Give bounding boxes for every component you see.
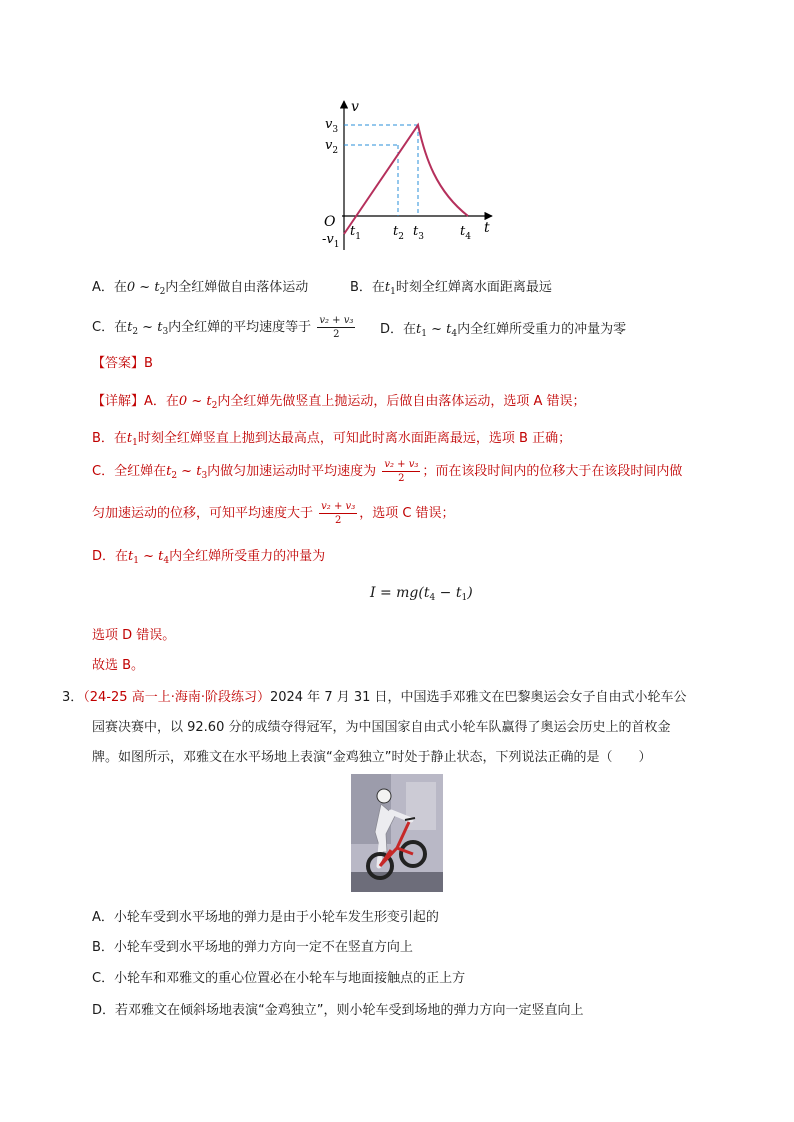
q3-option-c: C．小轮车和邓雅文的重心位置必在小轮车与地面接触点的正上方	[92, 971, 466, 986]
fraction: $\frac{\text{v₂ + v₃}}{2}$	[319, 315, 354, 340]
t1-label: $t_1$	[350, 224, 361, 242]
q3-option-a: A．小轮车受到水平场地的弹力是由于小轮车发生形变引起的	[92, 910, 439, 925]
impulse-formula: $I = mg(t_4 - t_1)$	[370, 585, 473, 603]
q3-option-b: B．小轮车受到水平场地的弹力方向一定不在竖直方向上	[92, 940, 413, 955]
v3-label: $v_3$	[325, 117, 339, 135]
q3-line-1: 3．（24-25 高一上·海南·阶段练习）2024 年 7 月 31 日，中国选手邓雅文在巴黎奥运会女子自由式小轮车公	[62, 690, 687, 705]
fraction: $\frac{\text{v₂ + v₃}}{2}$	[384, 459, 419, 484]
detail-line-2: B．在$t_1$时刻全红婵竖直上抛到达最高点，可知此时离水面距离最远，选项 B 正确；	[92, 431, 572, 448]
fraction: $\frac{\text{v₂ + v₃}}{2}$	[321, 501, 356, 526]
velocity-time-graph	[310, 95, 510, 255]
q2-option-a: A．在0 ~ $t_2$内全红婵做自由落体运动	[92, 280, 309, 297]
bmx-rider-photo	[351, 774, 443, 892]
detail-line-4: 匀加速运动的位移，可知平均速度大于 $\frac{\text{v₂ + v₃}}{2}$ ，选项 C 错误；	[92, 501, 455, 526]
t4-label: $t_4$	[460, 224, 471, 242]
q2-option-c: C．在$t_2$ ~ $t_3$内全红婵的平均速度等于 $\frac{\text{v₂ + v₃}}{2}$	[92, 315, 354, 340]
detail-line-3: C．全红婵在$t_2$ ~ $t_3$内做匀加速运动时平均速度为 $\frac{\text{v₂ + v₃}}{2}$ ；而在该段时间内的位移大于在该段时间内做	[92, 459, 683, 484]
t-axis-label: t	[484, 220, 490, 236]
velocity-curve	[344, 125, 468, 234]
detail-line-5: D．在$t_1$ ~ $t_4$内全红婵所受重力的冲量为	[92, 549, 326, 566]
answer-label: 【答案】B	[92, 356, 153, 371]
q3-line-3: 牌。如图所示，邓雅文在水平场地上表演“金鸡独立”时处于静止状态，下列说法正确的是（ ）	[92, 750, 652, 765]
q2-option-d: D．在$t_1$ ~ $t_4$内全红婵所受重力的冲量为零	[380, 322, 627, 339]
detail-line-7: 故选 B。	[92, 658, 145, 673]
neg-v1-label: $-v_1$	[322, 232, 340, 250]
v-axis-label: v	[351, 99, 359, 115]
detail-line-6: 选项 D 错误。	[92, 628, 176, 643]
t3-label: $t_3$	[413, 224, 424, 242]
q2-option-b: B．在$t_1$时刻全红婵离水面距离最远	[350, 280, 552, 297]
detail-line-1: 【详解】A．在0 ~ $t_2$内全红婵先做竖直上抛运动，后做自由落体运动，选项 A 错误；	[92, 394, 586, 411]
origin-label: O	[324, 214, 336, 230]
t2-label: $t_2$	[393, 224, 404, 242]
q3-line-2: 园赛决赛中，以 92.60 分的成绩夺得冠军，为中国国家自由式小轮车队赢得了奥运会历史上的首枚金	[92, 720, 671, 735]
q3-option-d: D．若邓雅文在倾斜场地表演“金鸡独立”，则小轮车受到场地的弹力方向一定竖直向上	[92, 1003, 584, 1018]
q3-source: （24-25 高一上·海南·阶段练习）	[83, 690, 270, 705]
v2-label: $v_2$	[325, 138, 339, 156]
